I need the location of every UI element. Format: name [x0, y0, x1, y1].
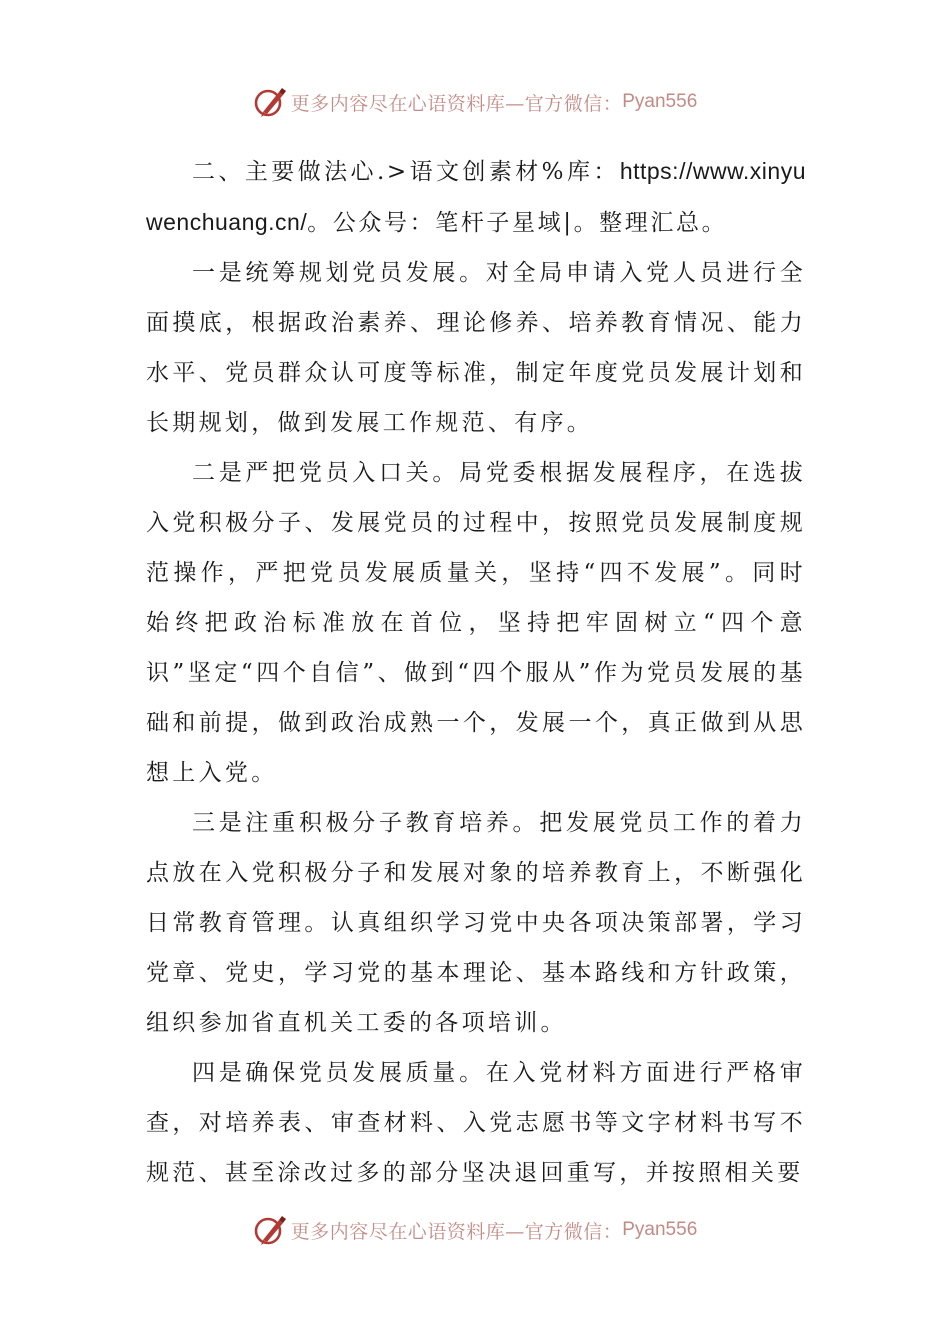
paragraph-planning: 一是统筹规划党员发展。对全局申请入党人员进行全面摸底，根据政治素养、理论修养、培养教育情况、能力水平、党员群众认可度等标准，制定年度党员发展计划和长期规划，做到发展工作规范、有序。	[146, 260, 806, 436]
pen-logo-icon	[253, 1212, 289, 1248]
document-body	[146, 146, 806, 1198]
website-link[interactable]: https://www.xinyuwenchuang.cn/	[146, 158, 806, 235]
paragraph-quality: 四是确保党员发展质量。在入党材料方面进行严格审查，对培养表、审查材料、入党志愿书等文字材料书写不规范、甚至涂改过多的部分坚决退回重写，并按照相关要	[146, 1060, 806, 1186]
wechat-id: Pyan556	[622, 91, 698, 112]
banner-text: 更多内容尽在心语资料库—官方微信：	[290, 92, 623, 115]
paragraph-entry-control: 二是严把党员入口关。局党委根据发展程序，在选拔入党积极分子、发展党员的过程中，按照党员发展制度规范操作，严把党员发展质量关，坚持“四不发展”。同时始终把政治标准放在首位，坚持把牢固树立“四个意识”坚定“四个自信”、做到“四个服从”作为党员发展的基础和前提，做到政治成熟一个，发展一个，真正做到从思想上入党。	[146, 460, 806, 786]
heading-suffix: 。公众号：笔杆子星域|。整理汇总。	[307, 210, 728, 236]
paragraph-section-heading	[146, 146, 806, 248]
paragraph-activist-training: 三是注重积极分子教育培养。把发展党员工作的着力点放在入党积极分子和发展对象的培养教育上，不断强化日常教育管理。认真组织学习党中央各项决策部署，学习党章、党史，学习党的基本理论、基本路线和方针政策，组织参加省直机关工委的各项培训。	[146, 810, 806, 1036]
heading-text: 二、主要做法心.>语文创素材%库：	[192, 159, 620, 185]
footer-banner	[0, 1210, 950, 1250]
header-banner	[0, 82, 950, 122]
pen-logo-icon	[253, 84, 289, 120]
wechat-id: Pyan556	[622, 1219, 698, 1240]
banner-text: 更多内容尽在心语资料库—官方微信：	[290, 1220, 623, 1243]
